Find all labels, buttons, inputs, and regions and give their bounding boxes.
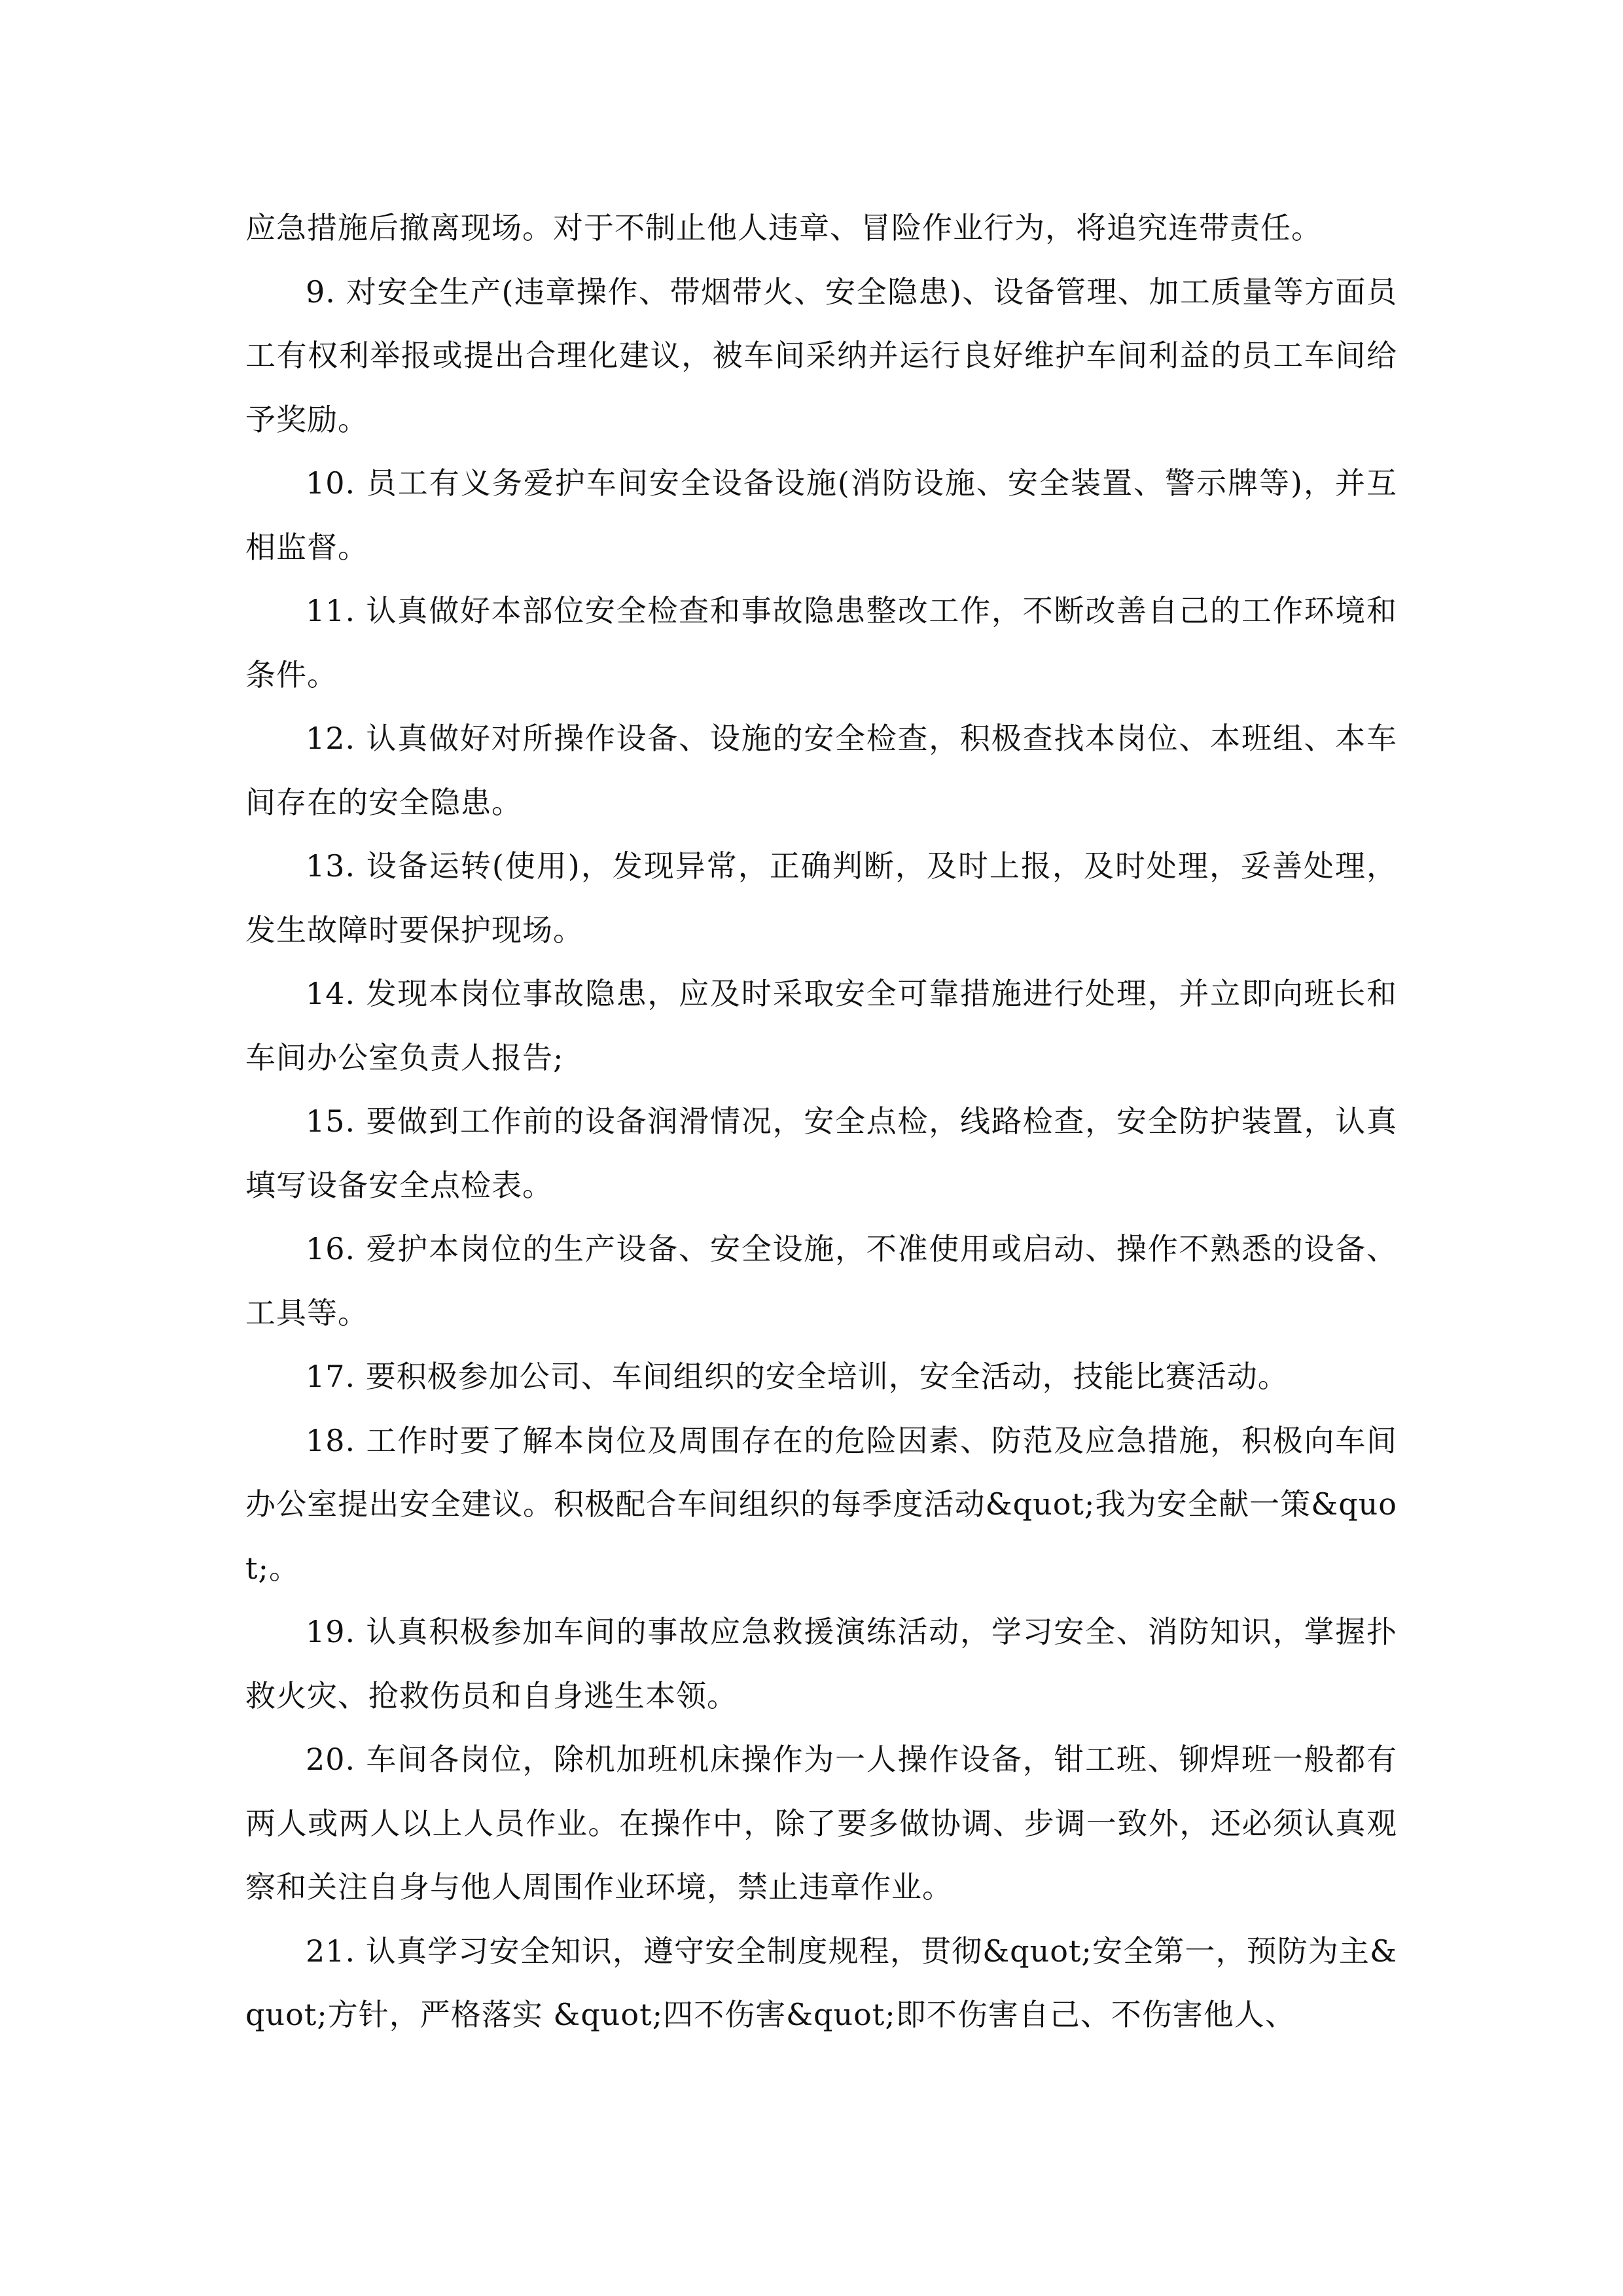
paragraph-item-21: 21. 认真学习安全知识，遵守安全制度规程，贯彻&quot;安全第一，预防为主&quot;方针，严格落实 &quot;四不伤害&quot;即不伤害自己、不伤害他人、 (245, 1933, 1397, 2032)
paragraph-item-9: 9. 对安全生产(违章操作、带烟带火、安全隐患)、设备管理、加工质量等方面员工有权利举报或提出合理化建议，被车间采纳并运行良好维护车间利益的员工车间给予奖励。 (245, 274, 1397, 437)
paragraph-item-11: 11. 认真做好本部位安全检查和事故隐患整改工作，不断改善自己的工作环境和条件。 (245, 593, 1397, 692)
document-body (245, 196, 1397, 2047)
paragraph-item-18: 18. 工作时要了解本岗位及周围存在的危险因素、防范及应急措施，积极向车间办公室提出安全建议。积极配合车间组织的每季度活动&quot;我为安全献一策&quot;。 (245, 1422, 1397, 1586)
paragraph-item-19: 19. 认真积极参加车间的事故应急救援演练活动，学习安全、消防知识，掌握扑救火灾、抢救伤员和自身逃生本领。 (245, 1614, 1397, 1713)
paragraph-item-17: 17. 要积极参加公司、车间组织的安全培训，安全活动，技能比赛活动。 (306, 1359, 1289, 1394)
paragraph-item-20: 20. 车间各岗位，除机加班机床操作为一人操作设备，钳工班、铆焊班一般都有两人或两人以上人员作业。在操作中，除了要多做协调、步调一致外，还必须认真观察和关注自身与他人周围作业环境，禁止违章作业。 (245, 1742, 1397, 1905)
paragraph-item-10: 10. 员工有义务爱护车间安全设备设施(消防设施、安全装置、警示牌等)，并互相监督。 (245, 465, 1397, 565)
paragraph-continuation: 应急措施后撤离现场。对于不制止他人违章、冒险作业行为，将追究连带责任。 (245, 210, 1322, 245)
paragraph-item-14: 14. 发现本岗位事故隐患，应及时采取安全可靠措施进行处理，并立即向班长和车间办公室负责人报告; (245, 976, 1397, 1075)
paragraph-item-15: 15. 要做到工作前的设备润滑情况，安全点检，线路检查，安全防护装置，认真填写设备安全点检表。 (245, 1103, 1397, 1203)
paragraph-item-12: 12. 认真做好对所操作设备、设施的安全检查，积极查找本岗位、本班组、本车间存在的安全隐患。 (245, 721, 1397, 820)
paragraph-item-13: 13. 设备运转(使用)，发现异常，正确判断，及时上报，及时处理，妥善处理，发生故障时要保护现场。 (245, 848, 1397, 948)
paragraph-item-16: 16. 爱护本岗位的生产设备、安全设施，不准使用或启动、操作不熟悉的设备、工具等。 (245, 1231, 1397, 1331)
